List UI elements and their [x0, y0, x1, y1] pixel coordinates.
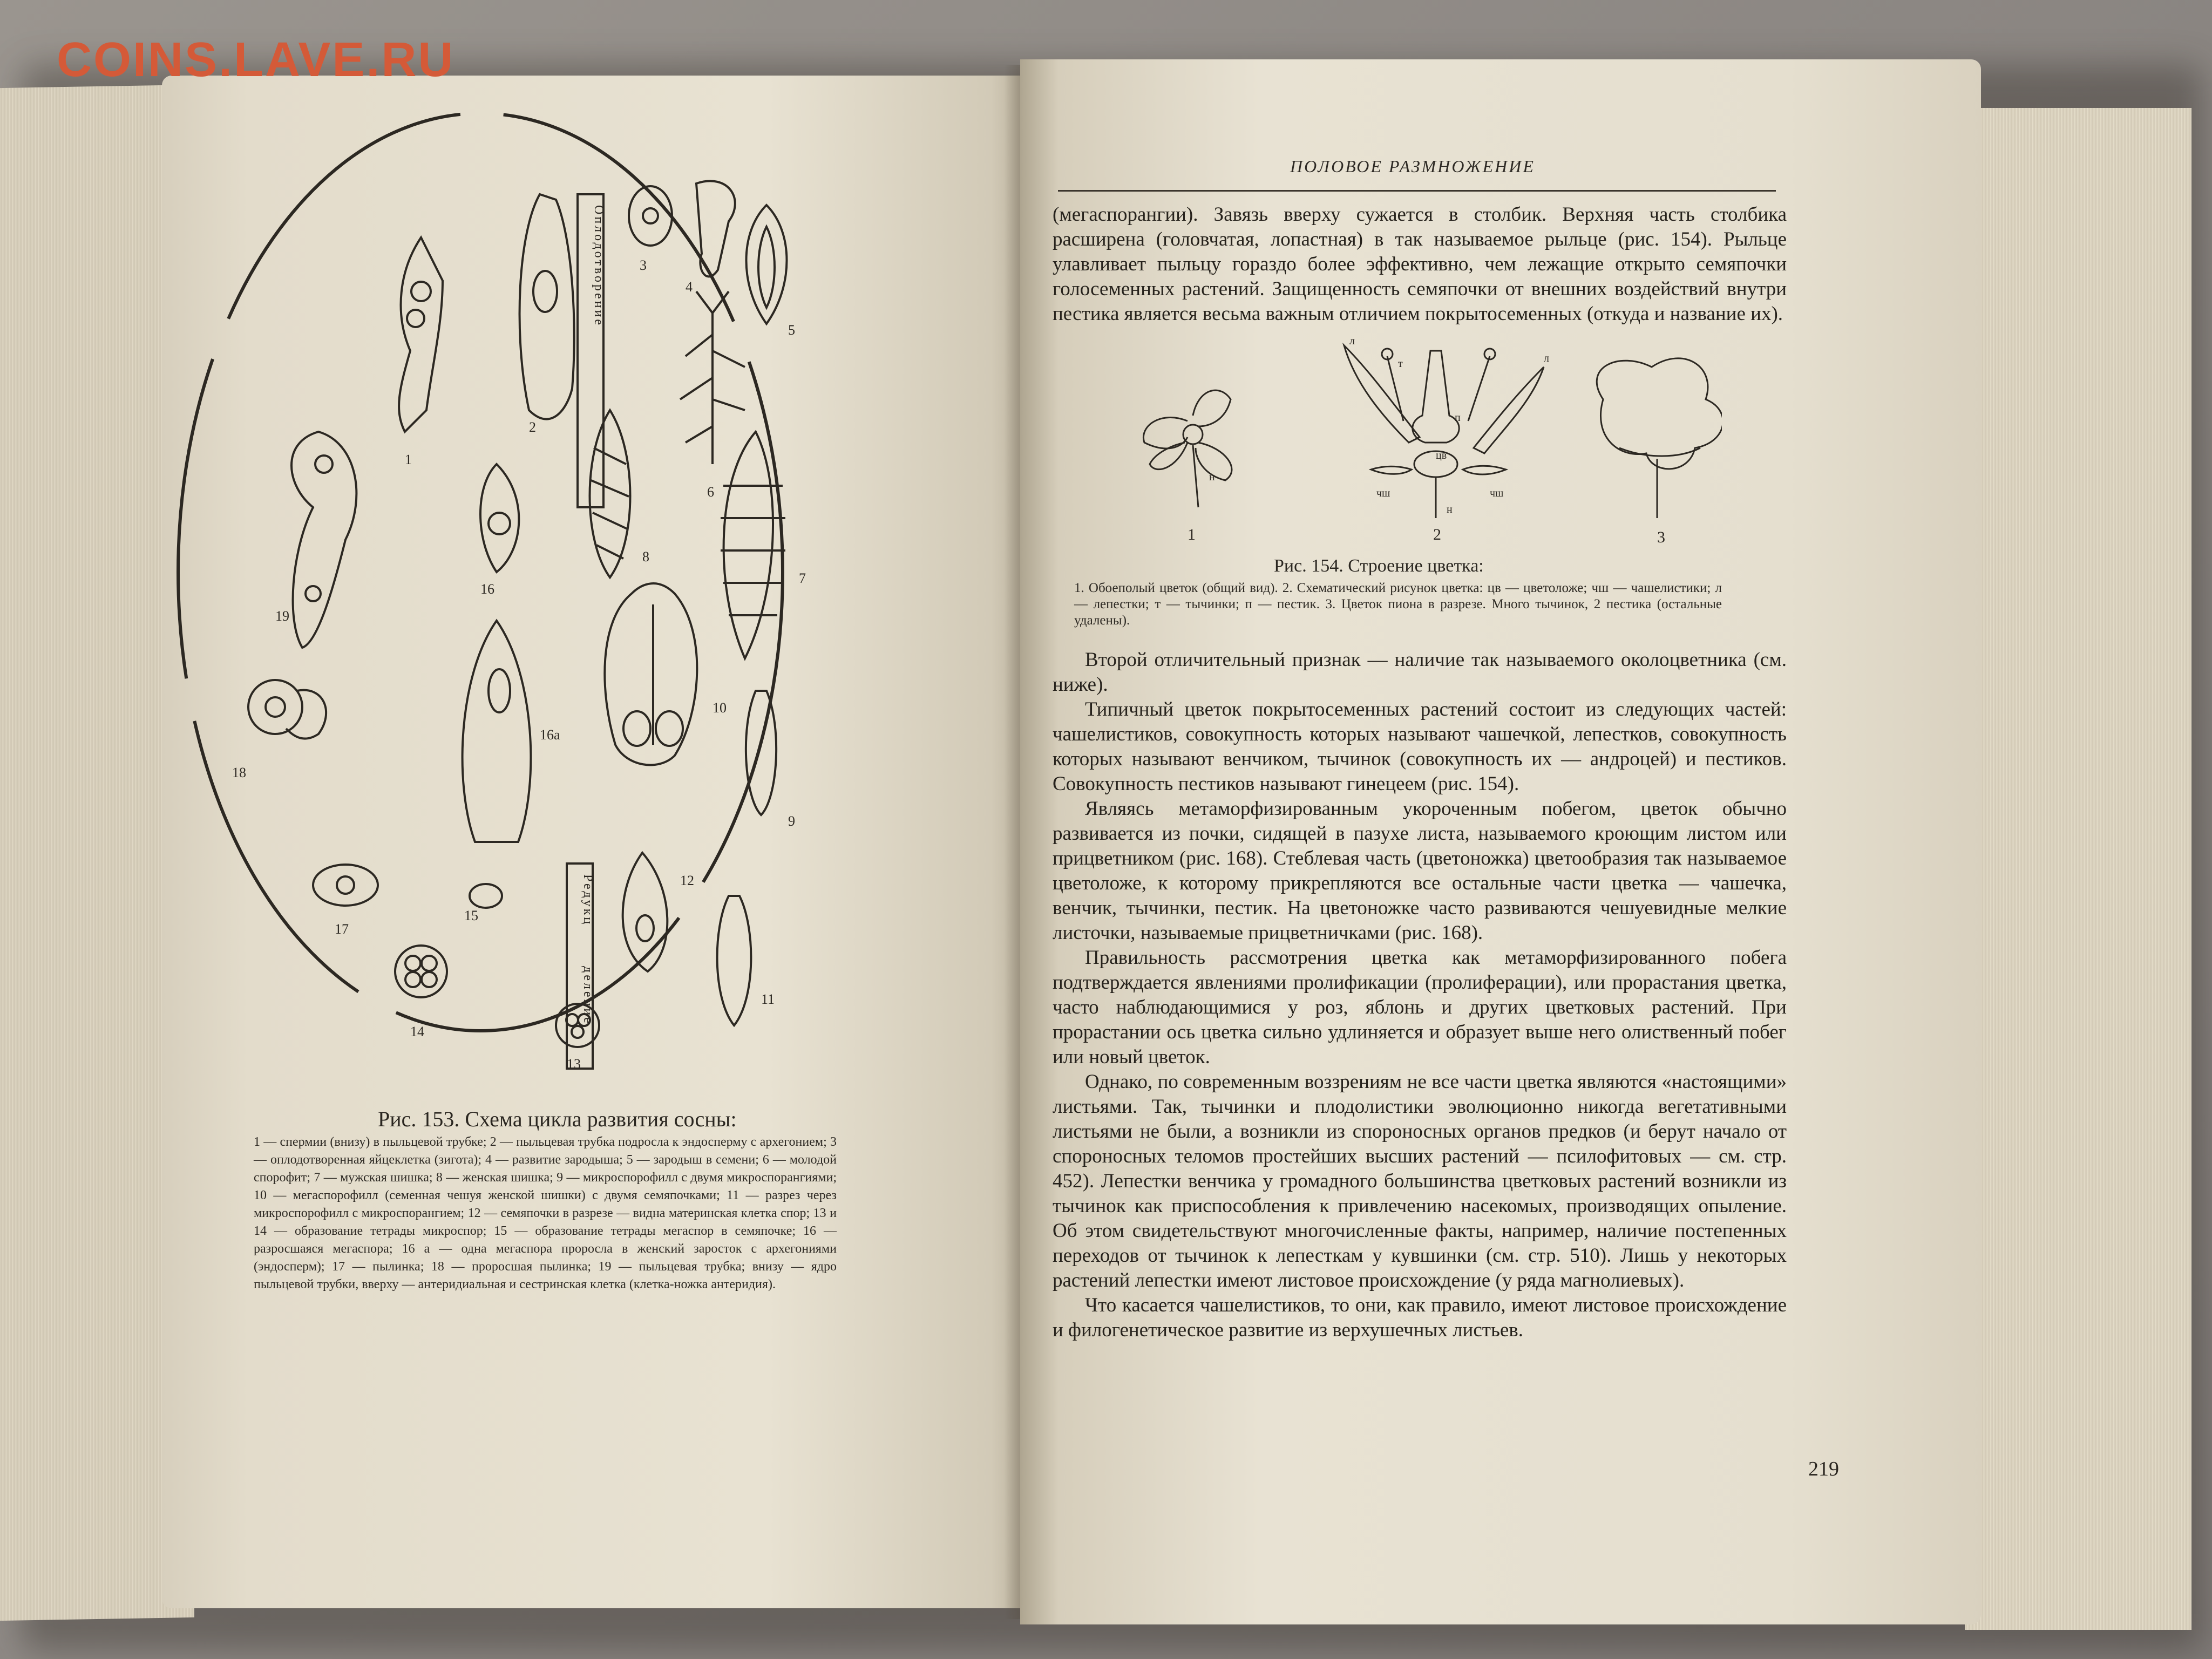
fig154-label: 3 [1657, 528, 1665, 546]
running-head: ПОЛОВОЕ РАЗМНОЖЕНИЕ [1290, 157, 1535, 176]
page-number: 219 [1808, 1458, 1839, 1480]
flower-structure-figure [1117, 335, 1722, 550]
fig154-small-label: чш [1376, 487, 1390, 499]
main-text-block [1053, 648, 1787, 1343]
paragraph: (мегаспорангии). Завязь вверху сужается в столбик. Верхняя часть столбика расширена (головчатая, лопастная) в так называемое рыльце (рис. 154). Рыльце улавливает пыльцу гораздо более эффективно, чем лежащие открыто семяпочки голосеменных растений. Защищенность семяпочки от внешних воздействий внутри пестика является весьма важным отличием покрытосеменных (откуда и название их). [1053, 203, 1787, 325]
fig-label: 8 [642, 549, 649, 565]
fig154-label: 1 [1188, 526, 1196, 543]
fig-label: 2 [529, 419, 536, 435]
fig-label: 13 [567, 1056, 581, 1072]
fig154-small-label: л [1349, 335, 1355, 347]
reduction-label-1: Редукц [581, 874, 595, 927]
fig-label: 11 [761, 991, 775, 1007]
paragraph: Второй отличительный признак — наличие так называемого околоцветника (см. ниже). [1053, 649, 1787, 696]
fig-label: 4 [686, 279, 693, 295]
fig154-small-label: н [1209, 471, 1215, 483]
pine-life-cycle-diagram [140, 108, 820, 1079]
figure-154-legend: 1. Обоеполый цветок (общий вид). 2. Схематический рисунок цветка: цв — цветоложе; чш — чашелистики; л — лепестки; т — тычинки; п — пестик. 3. Цветок пиона в разрезе. Много тычинок, 2 пестика (остальные удалены). [1074, 581, 1722, 628]
paragraph: Являясь метаморфизированным укороченным побегом, цветок обычно развивается из почки, сидящей в пазухе листа, называемого кроющим листом или прицветником (рис. 168). Стеблевая часть (цветоножка) цветообразия так называемое цветоложе, к которому прикрепляются все остальные части цветка — чашечка, венчик, тычинки, пестик. На цветоножке часто развиваются чешуевидные мелкие листочки, называемые прицветничками (рис. 168). [1053, 798, 1787, 944]
header-rule [1058, 190, 1776, 192]
fig-label: 16а [540, 727, 560, 743]
fig-label: 9 [788, 813, 795, 829]
fig154-small-label: п [1455, 412, 1461, 424]
fig154-small-label: л [1544, 352, 1549, 364]
fig154-small-label: т [1398, 358, 1403, 370]
right-page-edges [1965, 108, 2191, 1630]
fig-label: 16 [480, 581, 494, 597]
fig154-small-label: чш [1490, 487, 1504, 499]
fig-label: 18 [232, 765, 246, 780]
watermark-logo: COINS.LAVE.RU [57, 33, 455, 87]
paragraph: Правильность рассмотрения цветка как метаморфизированного побега подтверждается явлениями пролификации (пролиферации), или прорастания цветка, часто наблюдающимися у роз, яблонь и других цветковых растений. При прорастании ось цветка сильно удлиняется и образует выше него олиственный побег или новый цветок. [1053, 947, 1787, 1068]
fertilization-label: Оплодотворение [592, 205, 606, 328]
fig-label: 6 [707, 484, 714, 500]
fig154-small-label: цв [1436, 450, 1447, 461]
fig-label: 1 [405, 452, 412, 467]
fig-label: 12 [680, 873, 694, 888]
figure-154-caption: Рис. 154. Строение цветка: [1274, 556, 1484, 576]
fig-label: 15 [464, 908, 478, 923]
fig-label: 3 [640, 257, 647, 273]
paragraph: Что касается чашелистиков, то они, как правило, имеют листовое происхождение и филогенетическое развитие из верхушечных листьев. [1053, 1294, 1787, 1341]
fig-label: 14 [410, 1024, 424, 1039]
figure-153-legend: 1 — спермии (внизу) в пыльцевой трубке; 2 — пыльцевая трубка подросла к эндосперму с архегонием; 3 — оплодотворенная яйцеклетка (зигота); 4 — развитие зародыша; 5 — зародыш в семени; 6 — молодой спорофит; 7 — мужская шишка; 8 — женская шишка; 9 — микроспорофилл с двумя микроспорангиями; 10 — мегаспорофилл (семенная чешуя женской шишки) с двумя семяпочками; 11 — разрез через микроспорофилл с микроспорангием; 12 — семяпочки в разрезе — видна материнская клетка спор; 13 и 14 — образование тетрады микроспор; 15 — образование тетрады мегаспор в семяпочке; 16 — разросшаяся мегаспора; 16 а — одна мегаспора проросла в женский заросток с архегониями (эндосперм); 17 — пылинка; 18 — проросшая пылинка; 19 — пыльцевая трубка; внизу — ядро пыльцевой трубки, вверху — антеридиальная и сестринская клетка (клетка-ножка антеридия). [254, 1135, 837, 1291]
fig-label: 10 [713, 700, 727, 716]
fig-label: 17 [335, 921, 349, 937]
fig154-label: 2 [1433, 526, 1441, 543]
fig154-small-label: н [1447, 504, 1453, 515]
paragraph: Типичный цветок покрытосеменных растений состоит из следующих частей: чашелистиков, совокупность которых называют чашечкой, лепестков, совокупность которых называют венчиком, тычинок (совокупность их — андроцей) и пестиков. Совокупность пестиков называют гинецеем (рис. 154). [1053, 698, 1787, 795]
paragraph: Однако, по современным воззрениям не все части цветка являются «настоящими» листьями. Так, тычинки и плодолистики эволюционно никогда вегетативными листьями не были, а возникли из спороносных органов предков (и берут начало от спороносных теломов простейших высших растений — псилофитовых — см. стр. 452). Лепестки венчика у громадного большинства цветковых растений возникли из тычинок как приспособления к привлечению насекомых, производящих опыление. Об этом свидетельствуют многочисленные факты, например, наличие постепенных переходов от тычинок к лепесткам у кувшинки (см. стр. 510). Лишь у некоторых растений лепестки имеют листовое происхождение (у ряда магнолиевых). [1053, 1071, 1787, 1291]
reduction-label-2: деление [581, 966, 595, 1025]
top-paragraph-block [1053, 202, 1787, 327]
fig-label: 19 [275, 608, 289, 624]
fig-label: 7 [799, 570, 806, 586]
figure-153-caption: Рис. 153. Схема цикла развития сосны: [378, 1107, 737, 1131]
fig-label: 5 [788, 322, 795, 338]
